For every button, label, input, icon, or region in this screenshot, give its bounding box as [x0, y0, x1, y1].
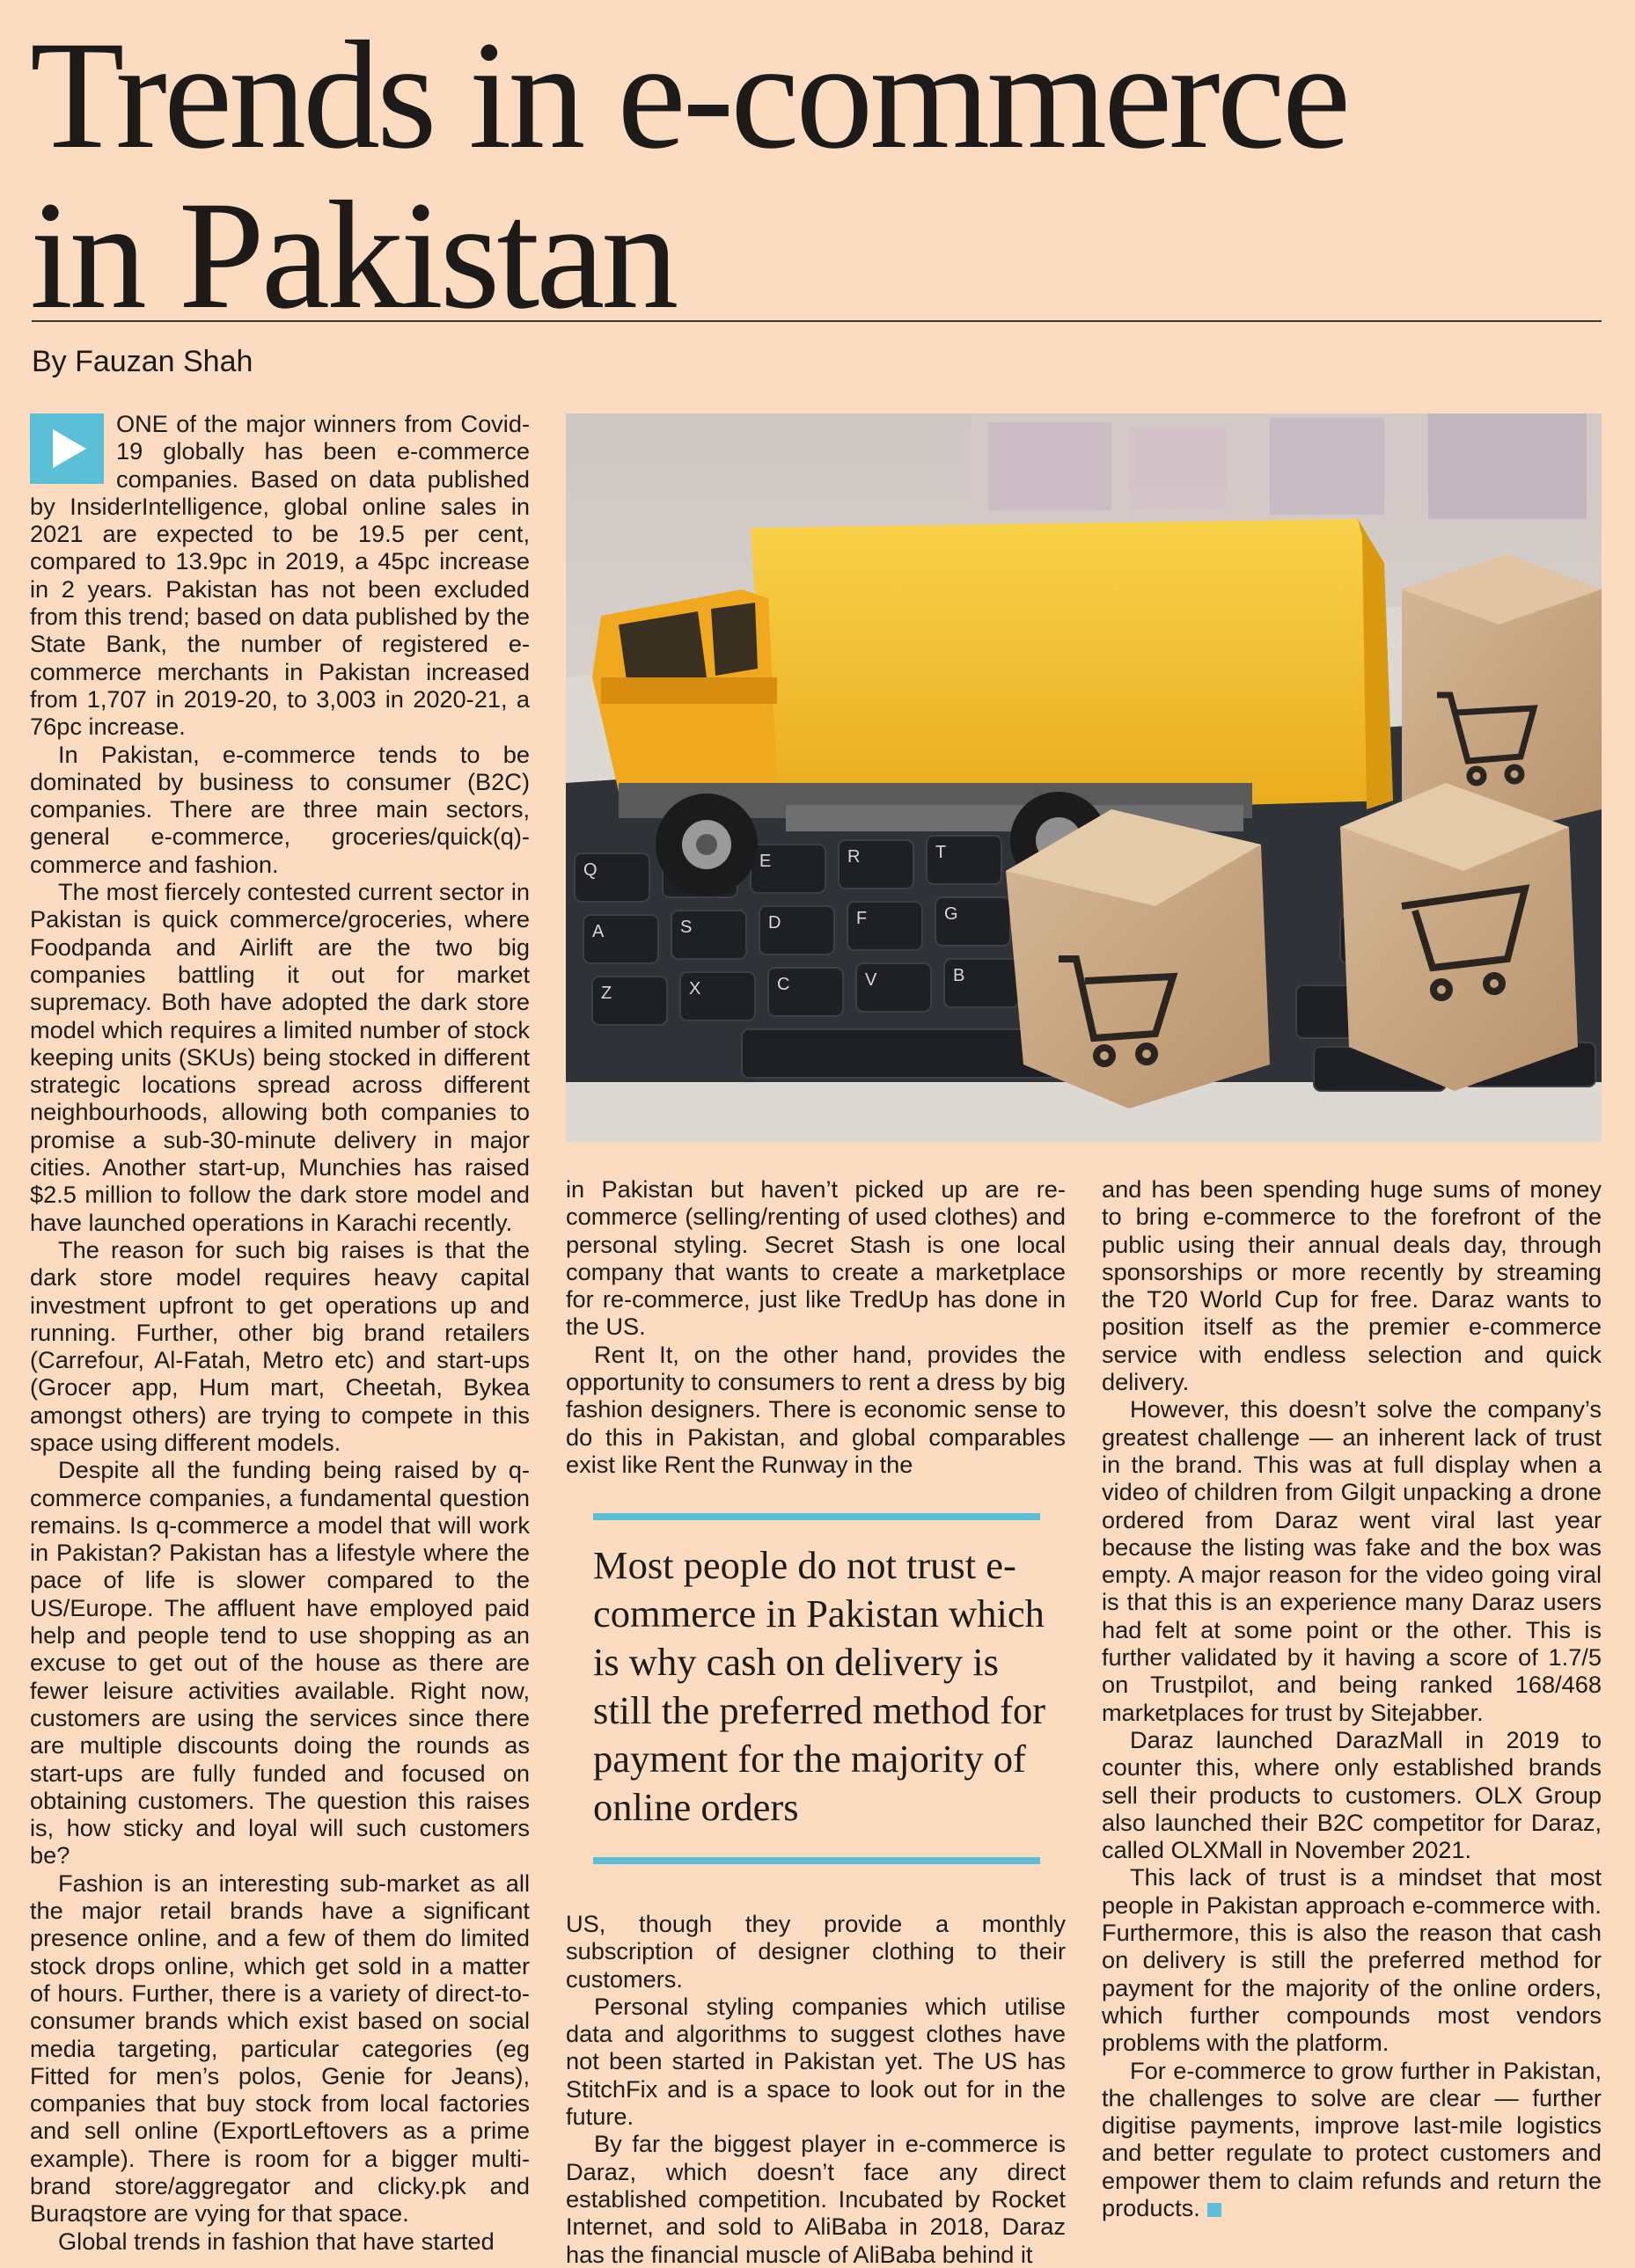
paragraph: By far the biggest player in e-commerce is Daraz, which doesn’t face any direct established competition. Incubated by Rocket Internet, and sold to AliBaba in 2018, Daraz has the financial muscle of AliBaba behind it	[566, 2130, 1066, 2268]
paragraph: The most fiercely contested current sector in Pakistan is quick commerce/groceries, where Foodpanda and Airlift are the two big companies battling it out for market supremacy. Both have adopted the dark store model which requires a limited number of stock keeping units (SKUs) being stocked in different strategic locations spread across different neighbourhoods, allowing both companies to promise a sub-30-minute delivery in major cities. Another start-up, Munchies has raised $2.5 million to follow the dark store model and have launched operations in Karachi recently.	[30, 878, 530, 1236]
paragraph: Personal styling companies which utilise data and algorithms to suggest clothes have not been started in Pakistan yet. The US has StitchFix and is a space to look out for in the future.	[566, 1992, 1066, 2131]
paragraph: The reason for such big raises is that the dark store model requires heavy capital investment upfront to get operations up and running. Further, other big brand retailers (Carrefour, Al-Fatah, Metro etc) and start-ups (Grocer app, Hum mart, Cheetah, Bykea amongst others) are trying to compete in this space using different models.	[30, 1235, 530, 1456]
key-label: X	[689, 979, 701, 999]
paragraph: Rent It, on the other hand, provides the opportunity to consumers to rent a dress by big fashion designers. There is economic sense to do this in Pakistan, and global comparables exist like Rent the Runway in the	[566, 1340, 1066, 1478]
paragraph: Fashion is an interesting sub-market as all the major retail brands have a significant presence online, and a few of them do limited stock drops online, which get sold in a matter of hours. Further, there is a variety of direct-to-consumer brands which exist based on social media targeting, particular categories (eg Fitted for men’s polos, Genie for Jeans), companies that buy stock from local factories and sell online (ExportLeftovers as a prime example). There is room for a bigger multi-brand store/aggregator and clicky.pk and Buraqstore are vying for that space.	[30, 1869, 530, 2228]
article-column-3	[1102, 1175, 1602, 2257]
paragraph: In Pakistan, e-commerce tends to be dominated by business to consumer (B2C) companies. There are three main sectors, general e-commerce, groceries/quick(q)-commerce and fashion.	[30, 740, 530, 878]
paragraph: in Pakistan but haven’t picked up are re-commerce (selling/renting of used clothes) and personal styling. Secret Stash is one local company that wants to create a marketplace for re-commerce, just like TredUp has done in the US.	[566, 1175, 1066, 1341]
key-label: T	[935, 843, 947, 862]
key-label: B	[953, 966, 965, 985]
pullquote-top-rule	[593, 1513, 1040, 1520]
paragraph: ONE of the major winners from Covid-19 globally has been e-commerce companies. Based on data published by InsiderIntelligence, global online sales in 2021 are expected to be 19.5 per cent, compared to 13.9pc in 2019, a 45pc increase in 2 years. Pakistan has not been excluded from this trend; based on data published by the State Bank, the number of registered e-commerce merchants in Pakistan increased from 1,707 in 2019-20, to 3,003 in 2020-21, a 76pc increase.	[30, 410, 530, 741]
article-photo	[566, 413, 1602, 1142]
play-icon	[30, 413, 104, 484]
paragraph: US, though they provide a monthly subscription of designer clothing to their customers.	[566, 1910, 1066, 1993]
shopping-box	[1006, 809, 1270, 1108]
headline	[30, 10, 1614, 341]
key-label: D	[768, 913, 781, 933]
key-label: C	[777, 975, 790, 994]
key-label: V	[865, 970, 877, 990]
key-label: R	[847, 847, 861, 867]
key-label: Q	[583, 860, 598, 880]
key-label: Z	[601, 984, 612, 1003]
paragraph: Daraz launched DarazMall in 2019 to counter this, where only established brands sell their products to customers. OLX Group also launched their B2C competitor for Daraz, called OLXMall in November 2021.	[1102, 1725, 1602, 1864]
pullquote-bottom-rule	[593, 1857, 1040, 1864]
article-column-2-bottom	[566, 1910, 1066, 2268]
key-label: G	[944, 904, 958, 924]
paragraph: This lack of trust is a mindset that most people in Pakistan approach e-commerce with. Furthermore, this is also the reason that cash on delivery is still the preferred method for payment for the majority of the online orders, which further compounds most vendors problems with the platform.	[1102, 1863, 1602, 2057]
article-column-1	[30, 410, 530, 2255]
key-label: S	[680, 918, 693, 937]
article-column-2-top	[566, 1175, 1066, 1501]
paragraph: Global trends in fashion that have started	[58, 2227, 495, 2255]
byline: By Fauzan Shah	[32, 345, 253, 378]
headline-divider	[32, 320, 1602, 322]
key-label: A	[592, 922, 605, 941]
paragraph: Despite all the funding being raised by q-commerce companies, a fundamental question remains. Is q-commerce a model that will work in Pakistan? Pakistan has a lifestyle where the pace of life is slower compared to the US/Europe. The affluent have employed paid help and people tend to use shopping as an excuse to get out of the house as there are fewer leisure activities available. Right now, customers are using the services since there are multiple discounts doing the rounds as start-ups are fully funded and focused on obtaining customers. The question this raises is, how sticky and loyal will such customers be?	[30, 1456, 530, 1869]
paragraph: However, this doesn’t solve the company’s greatest challenge — an inherent lack of trust in the brand. This was at full display when a video of children from Gilgit unpacking a drone ordered from Daraz went viral last year because the listing was fake and the box was empty. A major reason for the video going viral is that this is an experience many Daraz users had felt at some point or the other. This is further validated by it having a score of 1.7/5 on Trustpilot, and being ranked 168/468 marketplaces for trust by Sitejabber.	[1102, 1395, 1602, 1726]
key-label: E	[759, 852, 772, 871]
paragraph: and has been spending huge sums of money to bring e-commerce to the forefront of the public using their annual deals day, through sponsorships or more recently by streaming the T20 World Cup for free. Daraz wants to position itself as the premier e-commerce service with endless selection and quick delivery.	[1102, 1175, 1602, 1396]
truck-on-keyboard-illustration	[566, 413, 1602, 1142]
headline-line-2: in Pakistan	[30, 170, 676, 341]
headline-line-1: Trends in e-commerce	[30, 10, 1348, 181]
paragraph: For e-commerce to grow further in Pakistan, the challenges to solve are clear — further digitise payments, improve last-mile logistics and better regulate to protect customers and empower them to claim refunds and return the products.	[1102, 2056, 1602, 2221]
key-label: F	[856, 909, 868, 928]
shopping-box	[1340, 783, 1578, 1091]
pullquote: Most people do not trust e-commerce in Pakistan which is why cash on delivery is still the preferred method for payment for the majority of online orders	[593, 1543, 1046, 1829]
end-of-article-mark	[1207, 2203, 1221, 2217]
